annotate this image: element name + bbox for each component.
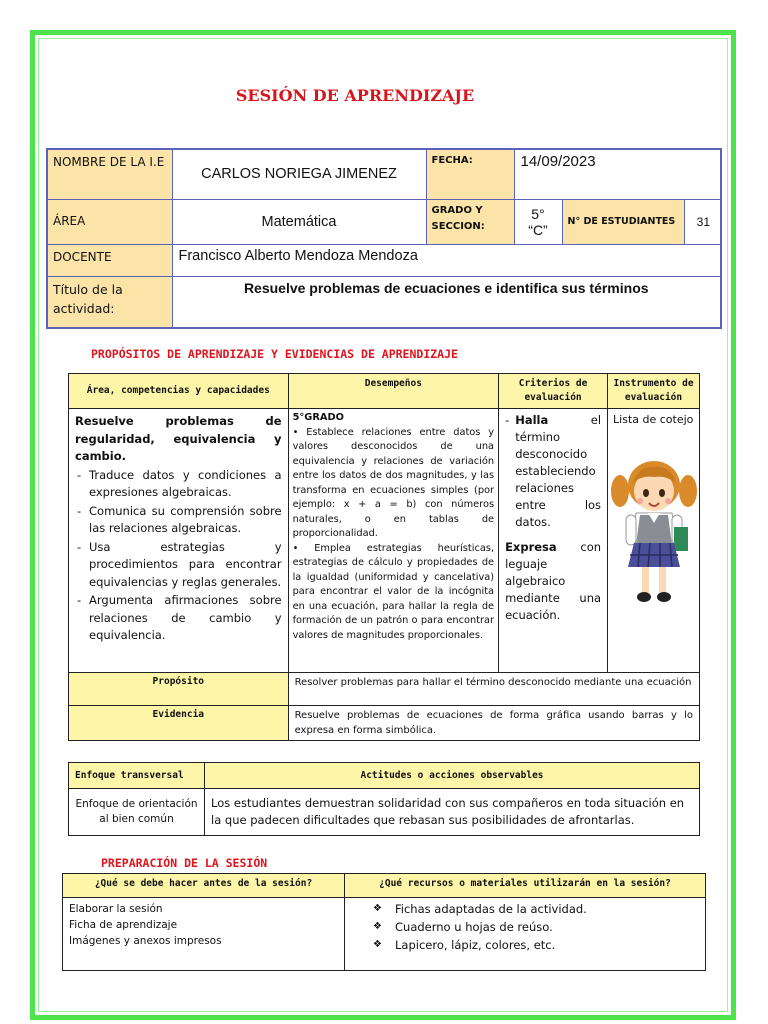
desempeno-item: • Emplea estrategias heurísticas, estrategias de cálculo y propiedades de la igualdad (uniformidad y cancelativa) para encontrar el valor de la incógnita en una ecuación, para hallar la regla de formación de un patrón o para encontrar valores de magnitudes proporcionales.	[292, 542, 495, 641]
criterio-verb: Halla	[515, 413, 549, 427]
docente-value: Francisco Alberto Mendoza Mendoza	[172, 244, 721, 276]
grado-heading: 5°GRADO	[292, 412, 344, 423]
recurso-text: Fichas adaptadas de la actividad.	[395, 902, 587, 916]
antes-cell	[63, 898, 345, 971]
info-table	[46, 148, 722, 329]
enfoque-header-right: Actitudes o acciones observables	[205, 763, 700, 789]
docente-label: DOCENTE	[47, 244, 172, 276]
desempenos-cell	[288, 409, 499, 673]
header-instrumento: Instrumento de evaluación	[608, 374, 700, 409]
desempeno-item: • Establece relaciones entre datos y valores desconocidos de una equivalencia y relaciones de variación entre los datos de dos magnitudes, y las transforma en ecuaciones simples (por ejemplo: x + a = b) con números naturales, o en tablas de proporcionalidad.	[292, 426, 495, 539]
student-girl-illustration	[610, 457, 698, 609]
fecha-value: 14/09/2023	[514, 149, 721, 199]
competencias-cell	[69, 409, 289, 673]
estudiantes-label: N° DE ESTUDIANTES	[562, 199, 684, 244]
recurso-text: Cuaderno u hojas de reúso.	[395, 920, 553, 934]
propositos-table	[68, 373, 700, 741]
capacidades-list	[75, 467, 282, 645]
propositos-section-title: PROPÓSITOS DE APRENDIZAJE Y EVIDENCIAS DE APRENDIZAJE	[91, 347, 458, 361]
enfoque-table	[68, 762, 700, 836]
criterios-cell	[499, 409, 608, 673]
antes-item: Elaborar la sesión	[69, 903, 163, 915]
proposito-text: Resolver problemas para hallar el término desconocido mediante una ecuación	[288, 673, 699, 706]
area-label: ÁREA	[47, 199, 172, 244]
recurso-item	[373, 900, 699, 918]
grado-label: GRADO Y SECCION:	[426, 199, 514, 244]
antes-list	[63, 898, 344, 952]
capacidad-item: - Usa estrategias y procedimientos para encontrar equivalencias y reglas generales.	[75, 539, 282, 592]
diamond-bullet-icon: ❖	[373, 939, 382, 950]
recurso-item	[373, 936, 699, 954]
capacidad-item: - Traduce datos y condiciones a expresiones algebraicas.	[75, 467, 282, 502]
criterio-verb: Expresa	[505, 540, 557, 554]
header-desempenos: Desempeños	[288, 374, 499, 409]
proposito-label: Propósito	[69, 673, 289, 706]
grado-value: 5° “C”	[514, 199, 562, 244]
capacidad-item: - Argumenta afirmaciones sobre relaciones de cambio y equivalencia.	[75, 592, 282, 645]
estudiantes-value: 31	[684, 199, 721, 244]
header-criterios: Criterios de evaluación	[499, 374, 608, 409]
enfoque-header-left: Enfoque transversal	[69, 763, 205, 789]
page-title: SESIÓN DE APRENDIZAJE	[235, 86, 475, 105]
criterio-item	[505, 539, 601, 624]
recursos-cell	[345, 898, 706, 971]
prep-header-right: ¿Qué recursos o materiales utilizarán en la sesión?	[345, 874, 706, 898]
titulo-value: Resuelve problemas de ecuaciones e identifica sus términos	[172, 276, 721, 328]
criterio-item: - Halla el término desconocido estableciendo relaciones entre los datos.	[505, 413, 602, 529]
instrumento-cell	[608, 409, 700, 673]
ie-label: NOMBRE DE LA I.E	[47, 149, 172, 199]
recurso-text: Lapicero, lápiz, colores, etc.	[395, 938, 556, 952]
recurso-item	[373, 918, 699, 936]
preparacion-table	[62, 873, 706, 971]
enfoque-name: Enfoque de orientación al bien común	[69, 789, 205, 836]
fecha-label: FECHA:	[426, 149, 514, 199]
criterio-text: con leguaje algebraico mediante una ecuación.	[505, 540, 602, 622]
enfoque-text: Los estudiantes demuestran solidaridad con sus compañeros en toda situación en la que padecen dificultades que rebasan sus posibilidades de afrontarlas.	[205, 789, 700, 836]
instrumento-text: Lista de cotejo	[613, 413, 694, 426]
competencia-title: Resuelve problemas de regularidad, equivalencia y cambio.	[75, 414, 282, 463]
prep-header-left: ¿Qué se debe hacer antes de la sesión?	[63, 874, 345, 898]
capacidad-item: - Comunica su comprensión sobre las relaciones algebraicas.	[75, 503, 282, 538]
evidencia-text: Resuelve problemas de ecuaciones de forma gráfica usando barras y lo expresa en forma simbólica.	[288, 706, 699, 741]
titulo-label: Título de la actividad:	[47, 276, 172, 328]
recursos-list	[345, 898, 705, 956]
header-area: Área, competencias y capacidades	[69, 374, 289, 409]
evidencia-label: Evidencia	[69, 706, 289, 741]
ie-value: CARLOS NORIEGA JIMENEZ	[172, 149, 426, 199]
preparacion-section-title: PREPARACIÓN DE LA SESIÓN	[101, 856, 268, 870]
criterio-text: el término desconocido estableciendo relaciones entre los datos.	[515, 413, 602, 529]
antes-item: Imágenes y anexos impresos	[69, 935, 222, 947]
antes-item: Ficha de aprendizaje	[69, 919, 178, 931]
diamond-bullet-icon: ❖	[373, 903, 382, 914]
area-value: Matemática	[172, 199, 426, 244]
diamond-bullet-icon: ❖	[373, 921, 382, 932]
